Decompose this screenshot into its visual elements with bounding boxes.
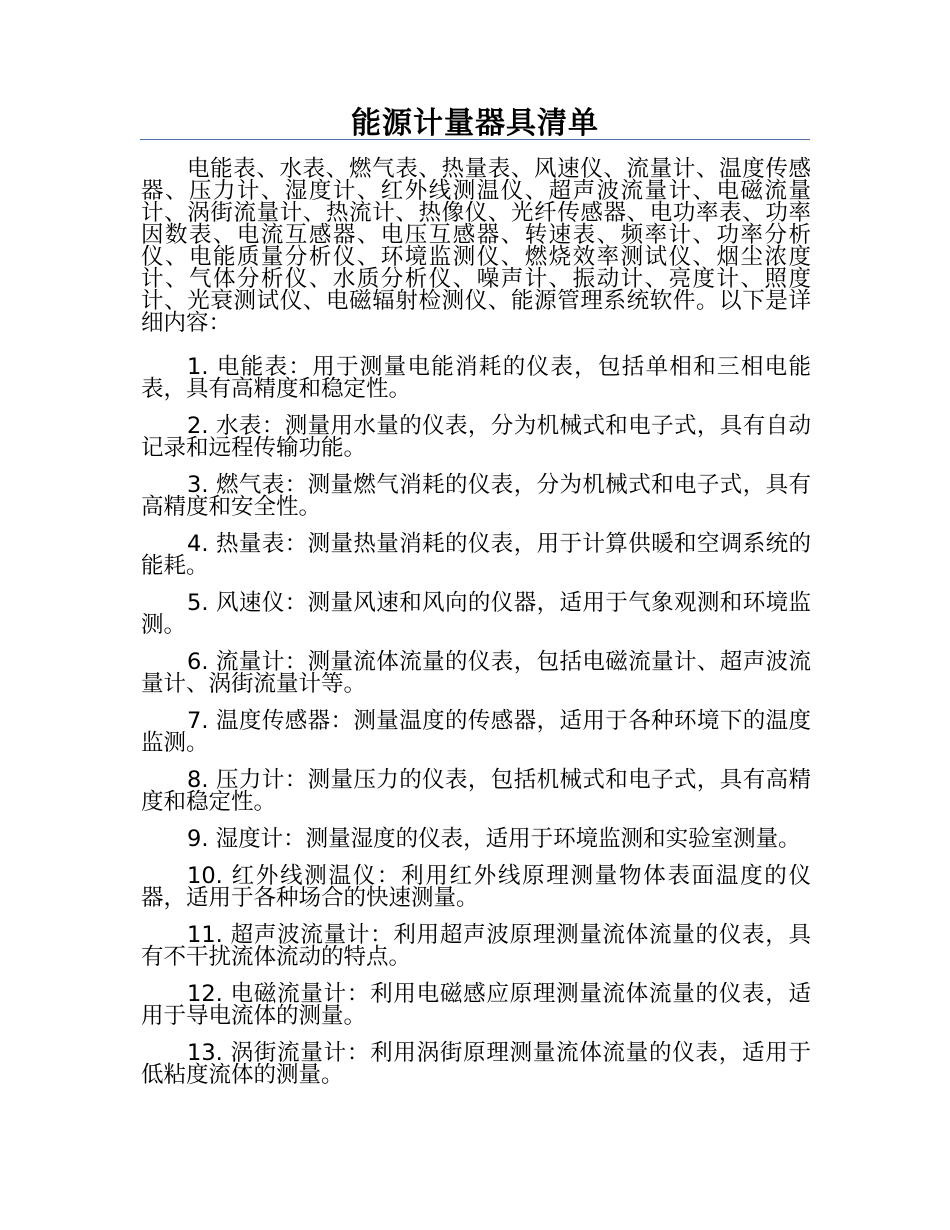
list-item: 2. 水表：测量用水量的仪表，分为机械式和电子式，具有自动记录和远程传输功能。 <box>141 413 811 461</box>
list-item: 6. 流量计：测量流体流量的仪表，包括电磁流量计、超声波流量计、涡街流量计等。 <box>141 649 811 697</box>
list-item: 5. 风速仪：测量风速和风向的仪器，适用于气象观测和环境监测。 <box>141 590 811 638</box>
list-item: 9. 湿度计：测量湿度的仪表，适用于环境监测和实验室测量。 <box>187 826 801 852</box>
document-title: 能源计量器具清单 <box>351 106 599 141</box>
list-item: 12. 电磁流量计：利用电磁感应原理测量流体流量的仪表，适用于导电流体的测量。 <box>141 981 811 1029</box>
list-item: 11. 超声波流量计：利用超声波原理测量流体流量的仪表，具有不干扰流体流动的特点。 <box>141 922 811 970</box>
document-body <box>141 158 811 1101</box>
list-item: 8. 压力计：测量压力的仪表，包括机械式和电子式，具有高精度和稳定性。 <box>141 767 811 815</box>
list-item: 10. 红外线测温仪：利用红外线原理测量物体表面温度的仪器，适用于各种场合的快速测量。 <box>141 863 811 911</box>
title-underline <box>140 139 810 140</box>
list-item: 7. 温度传感器：测量温度的传感器，适用于各种环境下的温度监测。 <box>141 708 811 756</box>
list-item: 1. 电能表：用于测量电能消耗的仪表，包括单相和三相电能表，具有高精度和稳定性。 <box>141 354 811 402</box>
list-item: 13. 涡街流量计：利用涡街原理测量流体流量的仪表，适用于低粘度流体的测量。 <box>141 1040 811 1088</box>
intro-paragraph: 电能表、水表、燃气表、热量表、风速仪、流量计、温度传感器、压力计、湿度计、红外线测温仪、超声波流量计、电磁流量计、涡街流量计、热流计、热像仪、光纤传感器、电功率表、功率因数表、电流互感器、电压互感器、转速表、频率计、功率分析仪、电能质量分析仪、环境监测仪、燃烧效率测试仪、烟尘浓度计、气体分析仪、水质分析仪、噪声计、振动计、亮度计、照度计、光衰测试仪、电磁辐射检测仪、能源管理系统软件。以下是详细内容： <box>141 156 811 336</box>
list-item: 3. 燃气表：测量燃气消耗的仪表，分为机械式和电子式，具有高精度和安全性。 <box>141 472 811 520</box>
list-item: 4. 热量表：测量热量消耗的仪表，用于计算供暖和空调系统的能耗。 <box>141 531 811 579</box>
